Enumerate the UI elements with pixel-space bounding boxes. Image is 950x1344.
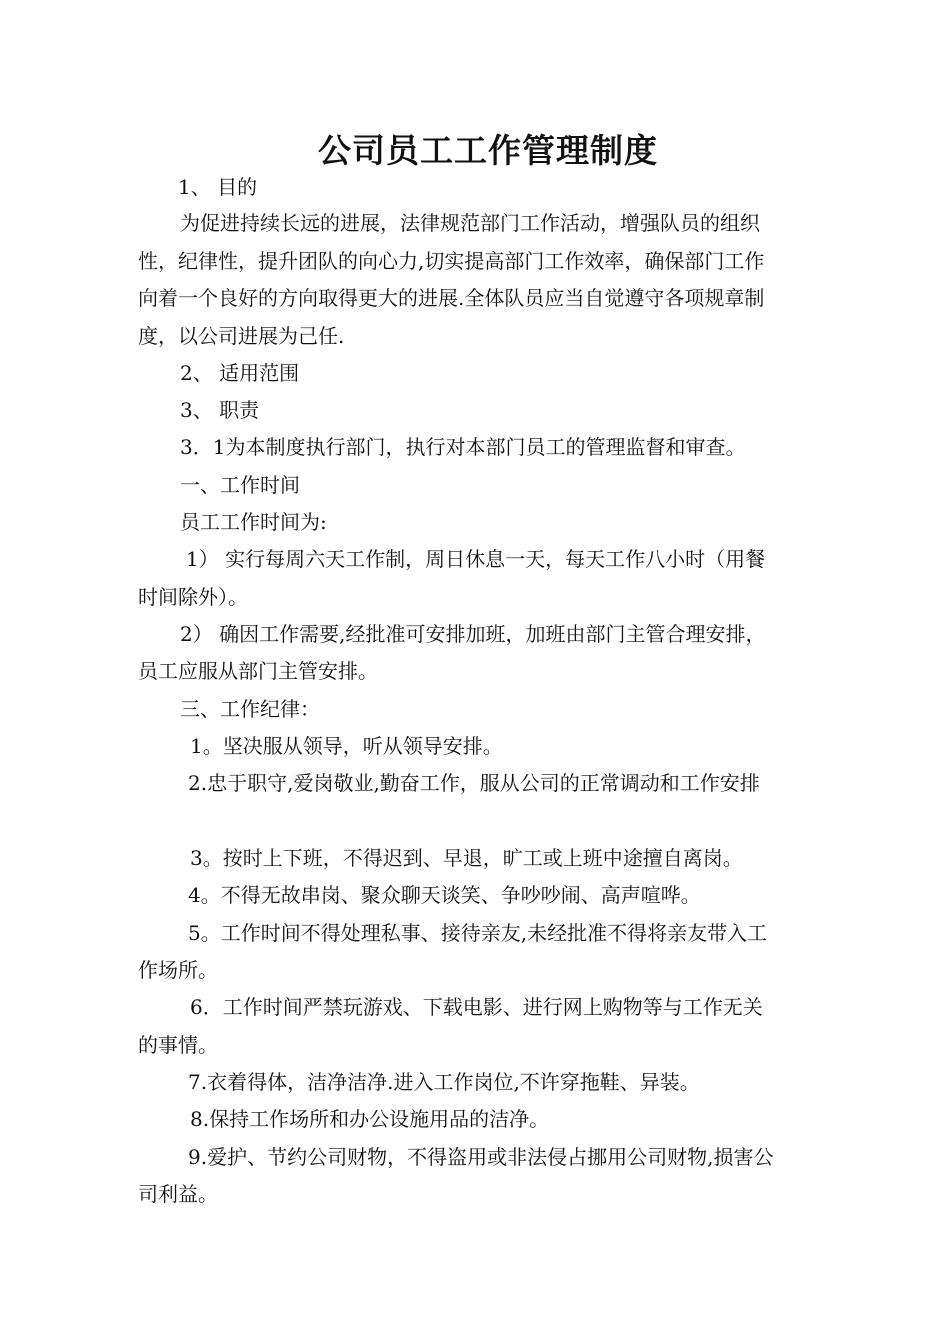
text-line: 2） 确因工作需要,经批准可安排加班，加班由部门主管合理安排， <box>180 622 766 646</box>
text-line: 9.爱护、节约公司财物，不得盗用或非法侵占挪用公司财物,损害公 <box>188 1145 774 1169</box>
text-line: 3．1为本制度执行部门，执行对本部门员工的管理监督和审查。 <box>180 435 746 459</box>
text-line: 度，以公司进展为己任. <box>138 324 345 348</box>
text-line: 向着一个良好的方向取得更大的进展.全体队员应当自觉遵守各项规章制 <box>138 286 765 310</box>
text-line: 1） 实行每周六天工作制，周日休息一天，每天工作八小时（用餐 <box>186 547 766 571</box>
text-line: 性，纪律性，提升团队的向心力,切实提高部门工作效率，确保部门工作 <box>138 249 765 273</box>
text-line: 作场所。 <box>138 958 218 982</box>
text-line: 5。工作时间不得处理私事、接待亲友,未经批准不得将亲友带入工 <box>188 921 768 945</box>
text-line: 时间除外）。 <box>138 585 248 609</box>
text-line: 员工应服从部门主管安排。 <box>138 659 378 683</box>
text-line: 为促进持续长远的进展，法律规范部门工作活动，增强队员的组织 <box>180 211 760 235</box>
text-line: 的事情。 <box>138 1033 218 1057</box>
text-line: 三、工作纪律： <box>180 697 320 721</box>
text-line: 3、 职责 <box>180 398 260 422</box>
text-line: 1、 目的 <box>178 175 258 199</box>
text-line: 1。坚决服从领导，听从领导安排。 <box>190 734 503 758</box>
text-line: 8.保持工作场所和办公设施用品的洁净。 <box>190 1107 550 1131</box>
text-line: 2、 适用范围 <box>180 361 300 385</box>
text-line: 司利益。 <box>138 1182 218 1206</box>
text-line: 3。按时上下班，不得迟到、早退，旷工或上班中途擅自离岗。 <box>190 846 743 870</box>
text-line: 7.衣着得体，洁净洁净.进入工作岗位,不许穿拖鞋、异装。 <box>188 1070 700 1094</box>
text-line: 员工工作时间为: <box>180 510 327 534</box>
document-title: 公司员工工作管理制度 <box>318 131 658 170</box>
text-line: 6．工作时间严禁玩游戏、下载电影、进行网上购物等与工作无关 <box>190 995 763 1019</box>
text-line: 2.忠于职守,爱岗敬业,勤奋工作，服从公司的正常调动和工作安排 <box>188 771 760 795</box>
text-line: 一、工作时间 <box>180 473 300 497</box>
text-line: 4。不得无故串岗、聚众聊天谈笑、争吵吵闹、高声喧哗。 <box>188 883 701 907</box>
